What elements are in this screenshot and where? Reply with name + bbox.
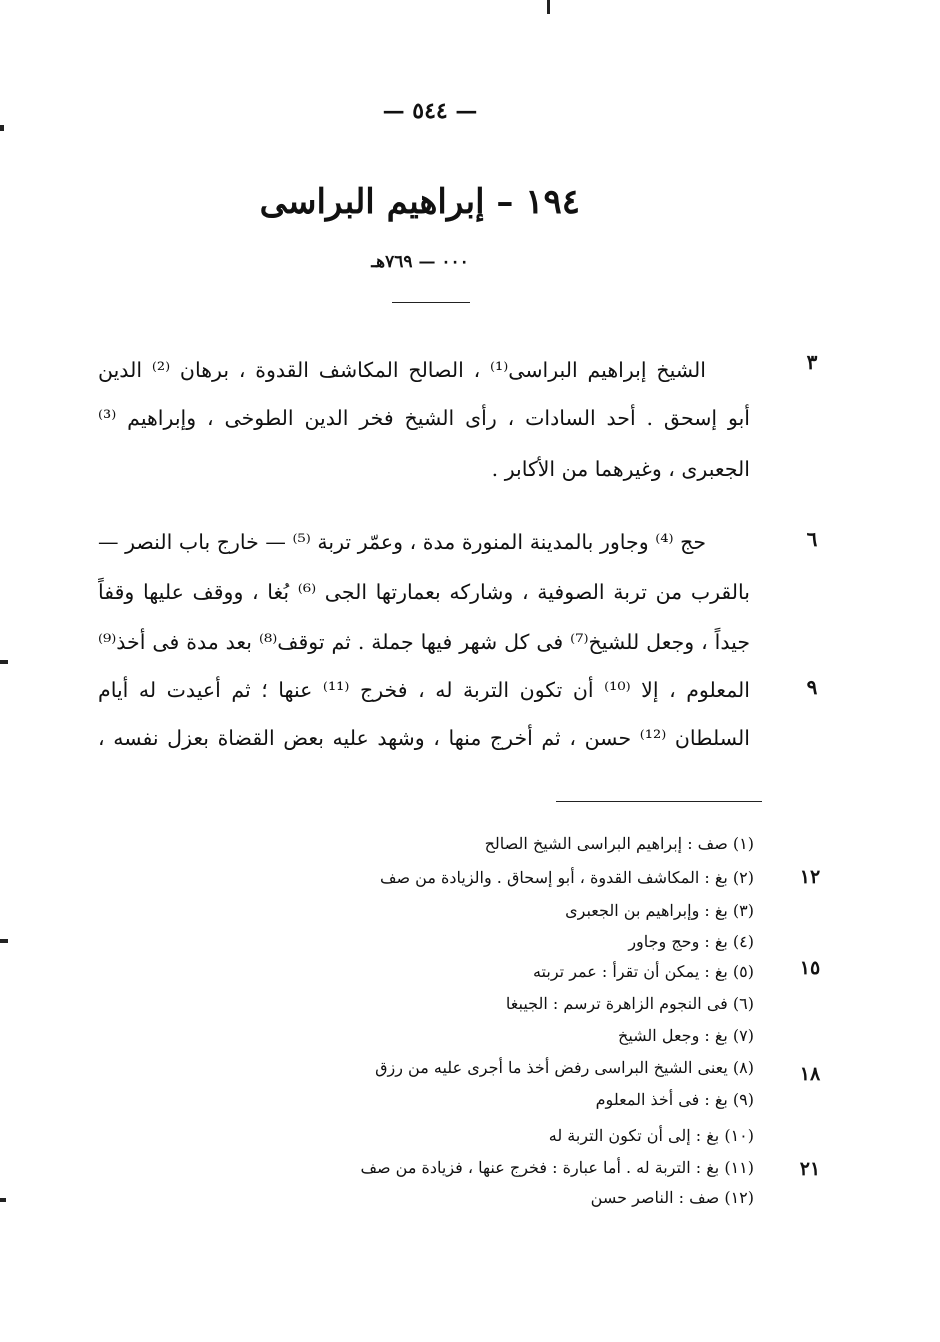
entry-dates: ٠٠٠ — ٧٦٩هـ [371,252,469,272]
body-line: حج ⁽⁴⁾ وجاور بالمدينة المنورة مدة ، وعمّر تربة ⁽⁵⁾ — خارج باب النصر — [98,530,706,554]
scan-mark [0,1198,6,1202]
footnote: (٩) بغ : فى أخذ المعلوم [595,1090,754,1109]
footnote: (١) صف : إبراهيم البراسى الشيخ الصالح [484,834,754,853]
entry-title: ١٩٤ – إبراهيم البراسى [259,182,580,222]
line-number: ٩ [806,675,818,699]
line-number: ١٥ [799,957,821,979]
page-number: — ٥٤٤ — [382,98,478,124]
footnote: (٢) بغ : المكاشف القدوة ، أبو إسحاق . والزيادة من صف [379,868,754,887]
body-line: الجعبرى ، وغيرهما من الأكابر . [491,457,750,481]
scan-mark [547,0,550,14]
body-line: أبو إسحق . أحد السادات ، رأى الشيخ فخر الدين الطوخى ، وإبراهيم ⁽³⁾ [98,406,750,430]
footnote: (١١) بغ : التربة له . أما عبارة : فخرج عنها ، فزيادة من صف [360,1158,754,1177]
footnote: (٧) بغ : وجعل الشيخ [618,1026,754,1045]
footnote: (٦) فى النجوم الزاهرة ترسم : الجيبغا [505,994,754,1013]
title-divider [392,302,470,303]
body-line: السلطان ⁽¹²⁾ حسن ، ثم أخرج منها ، وشهد عليه بعض القضاة بعزل نفسه ، [98,726,750,750]
line-number: ٢١ [799,1158,821,1180]
scan-mark [0,939,8,943]
line-number: ١٨ [799,1063,821,1085]
scan-mark [0,125,4,131]
footnote: (٤) بغ : وحج وجاور [628,932,754,951]
line-number: ٣ [806,350,818,374]
body-line: بالقرب من تربة الصوفية ، وشاركه بعمارتها الجى ⁽⁶⁾ بُغا ، ووقف عليها وقفاً [98,580,750,604]
scan-mark [0,660,8,664]
footnote: (١٢) صف : الناصر حسن [590,1188,754,1207]
body-line: جيداً ، وجعل للشيخ⁽⁷⁾ فى كل شهر فيها جملة . ثم توقف⁽⁸⁾ بعد مدة فى أخذ⁽⁹⁾ [98,630,750,654]
footnote: (١٠) بغ : إلى أن تكون التربة له [548,1126,754,1145]
footnote: (٣) بغ : وإبراهيم بن الجعبرى [565,901,754,920]
line-number: ١٢ [799,866,821,888]
body-line: المعلوم ، إلا ⁽¹⁰⁾ أن تكون التربة له ، فخرج ⁽¹¹⁾ عنها ؛ ثم أعيدت له أيام [98,678,750,702]
footnote-divider [556,801,762,802]
line-number: ٦ [806,527,818,551]
body-line: الشيخ إبراهيم البراسى⁽¹⁾ ، الصالح المكاشف القدوة ، برهان ⁽²⁾ الدين [98,358,706,382]
footnote: (٥) بغ : يمكن أن تقرأ : عمر تربته [532,962,754,981]
footnote: (٨) يعنى الشيخ البراسى رفض أخذ ما أجرى عليه من رزق [375,1058,754,1077]
